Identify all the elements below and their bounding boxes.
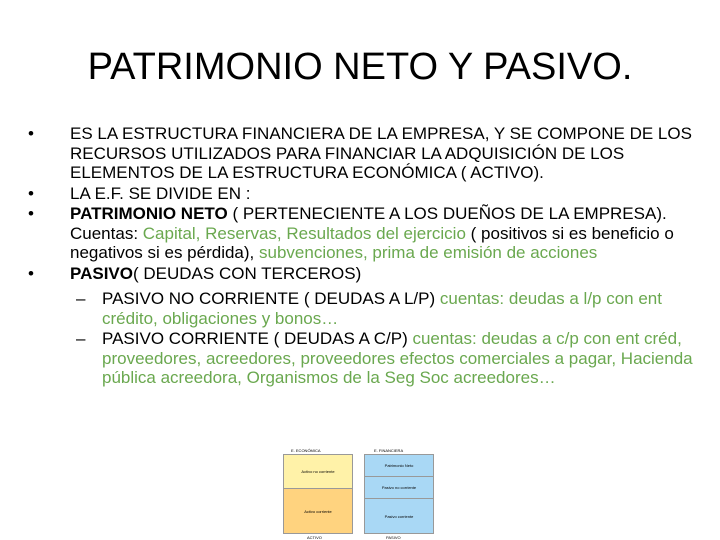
patrimonio-neto-term: PATRIMONIO NETO	[70, 204, 228, 223]
economic-structure-header: E. ECONÓMICA	[291, 448, 321, 453]
bullet-dot-icon: •	[28, 263, 34, 283]
bullet-dot-icon: •	[28, 124, 34, 143]
bullet-list	[26, 124, 698, 388]
activo-corriente-label: Activo corriente	[304, 508, 332, 514]
activo-box	[283, 454, 353, 534]
economic-structure-diagram	[283, 448, 353, 540]
bullet-dot-icon: •	[28, 183, 34, 203]
bullet-text: ( DEUDAS CON TERCEROS)	[132, 263, 362, 283]
sub-item-pasivo-corriente	[72, 329, 698, 388]
pasivo-sublist	[70, 289, 698, 388]
pasivo-corriente-block	[365, 499, 433, 533]
pasivo-term: PASIVO	[70, 263, 133, 283]
activo-no-corriente-label: Activo no corriente	[301, 469, 335, 474]
activo-corriente-block	[284, 489, 352, 533]
bullet-dot-icon: •	[28, 204, 34, 223]
sub-item-pasivo-no-corriente	[72, 289, 698, 328]
pasivo-no-corriente-block	[365, 477, 433, 499]
patrimonio-neto-label: Patrimonio Neto	[384, 463, 414, 468]
sub-item-text: PASIVO CORRIENTE ( DEUDAS A C/P)	[102, 329, 413, 348]
financial-structure-diagram	[364, 448, 434, 540]
patrimonio-neto-block	[365, 455, 433, 477]
bullet-text: ( PERTENECIENTE A LOS DUEÑOS DE LA EMPRESA). Cuentas:	[70, 204, 667, 243]
patrimonio-accounts: Capital, Reservas, Resultados del ejercicio	[142, 223, 466, 243]
dash-icon: –	[76, 329, 86, 348]
slide-title: PATRIMONIO NETO Y PASIVO.	[87, 46, 633, 88]
dash-icon: –	[76, 289, 86, 308]
sub-item-accounts: cuentas: deudas a l/p con ent crédito, obligaciones y bonos…	[102, 289, 662, 328]
pasivo-corriente-label: Pasivo corriente	[384, 513, 414, 519]
activo-footer: ACTIVO	[307, 535, 322, 540]
bullet-item-estructura	[26, 124, 698, 183]
pasivo-no-corriente-label: Pasivo no corriente	[381, 485, 417, 490]
bullet-text: LA E.F. SE DIVIDE EN :	[70, 183, 251, 203]
bullet-text: ( positivos si es beneficio o negativos si es pérdida),	[70, 223, 674, 262]
slide-content	[26, 124, 698, 389]
sub-item-text: PASIVO NO CORRIENTE ( DEUDAS A L/P)	[102, 289, 440, 308]
bullet-item-divide	[26, 184, 698, 204]
financial-structure-header: E. FINANCIERA	[374, 448, 404, 453]
pasivo-footer: PASIVO	[386, 535, 401, 540]
bullet-item-patrimonio-neto	[26, 204, 698, 263]
bullet-item-pasivo	[26, 264, 698, 388]
pasivo-box	[364, 454, 434, 534]
bullet-text: ES LA ESTRUCTURA FINANCIERA DE LA EMPRESA, Y SE COMPONE DE LOS RECURSOS UTILIZADOS PARA FINANCIAR LA ADQUISICIÓN DE LOS ELEMENTOS DE LA ESTRUCTURA ECONÓMICA ( ACTIVO).	[70, 124, 692, 182]
activo-no-corriente-block	[284, 455, 352, 489]
patrimonio-accounts-extra: subvenciones, prima de emisión de acciones	[259, 243, 598, 262]
sub-item-accounts: cuentas: deudas a c/p con ent créd, proveedores, acreedores, proveedores efectos comerciales a pagar, Hacienda pública acreedora, Organismos de la Seg Soc acreedores…	[102, 329, 693, 387]
